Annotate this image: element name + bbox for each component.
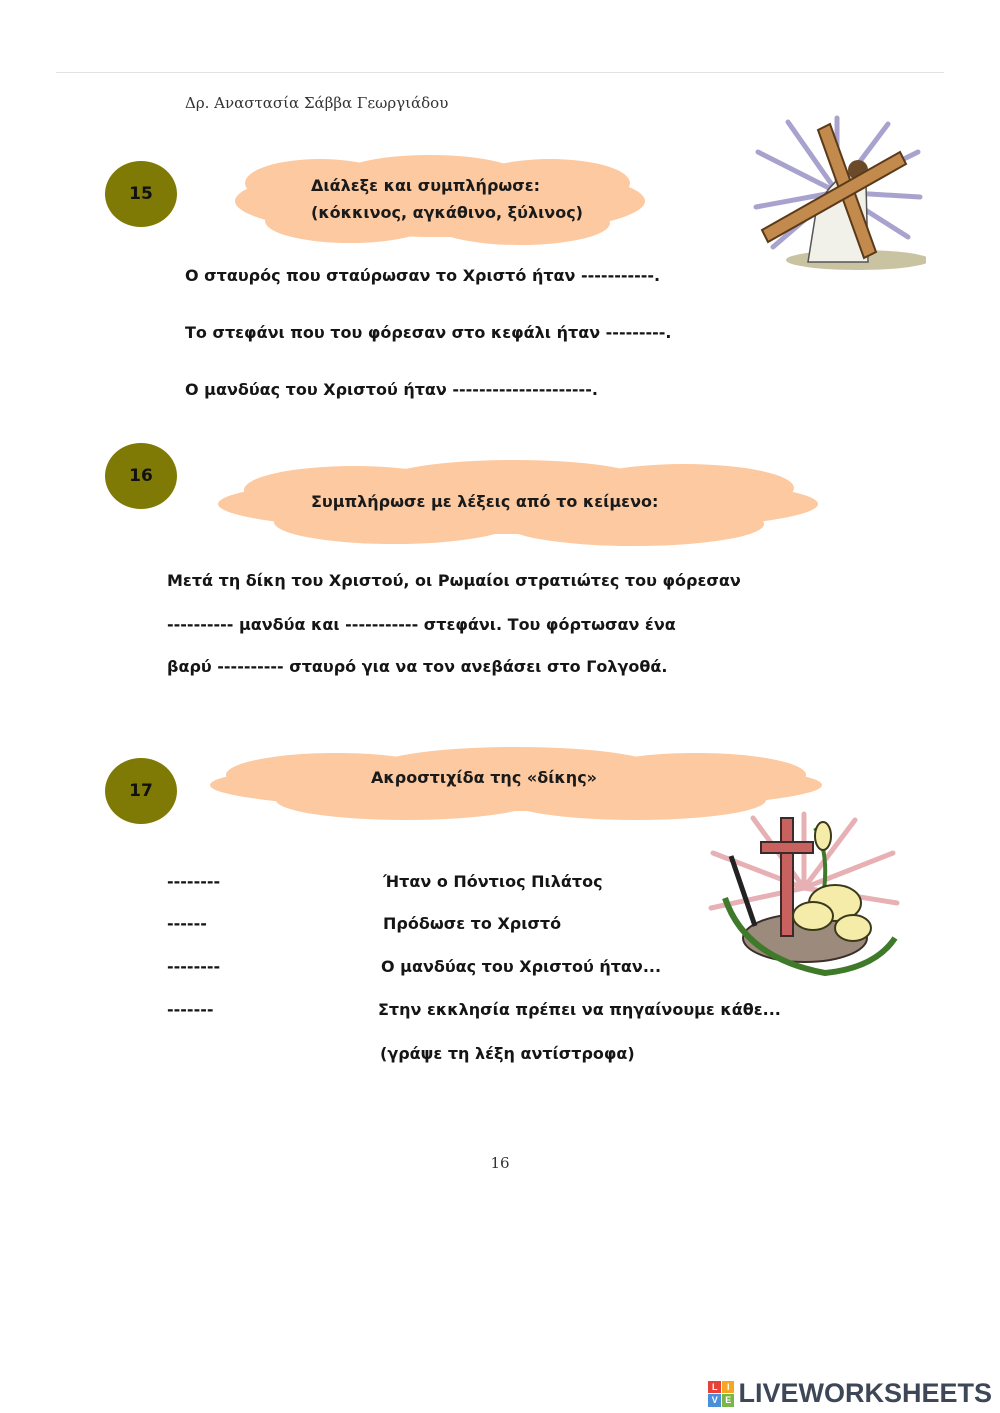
- cross-and-lily-image: [705, 808, 903, 980]
- acrostic-blank-3[interactable]: --------: [167, 957, 221, 976]
- exercise-15-instruction-line2: (κόκκινος, αγκάθινο, ξύλινος): [311, 203, 583, 222]
- acrostic-note: (γράψε τη λέξη αντίστροφα): [380, 1044, 635, 1063]
- exercise-15-sentence-3: Ο μανδύας του Χριστού ήταν ---------------------.: [185, 380, 598, 399]
- exercise-15-sentence-2: Το στεφάνι που του φόρεσαν στο κεφάλι ήταν ---------.: [185, 323, 672, 342]
- page-number: 16: [490, 1154, 510, 1172]
- brand-text: LIVEWORKSHEETS: [738, 1378, 992, 1408]
- acrostic-clue-3: Ο μανδύας του Χριστού ήταν...: [381, 957, 662, 976]
- exercise-15-badge: [105, 161, 177, 227]
- exercise-16-paragraph-line-1: Μετά τη δίκη του Χριστού, οι Ρωμαίοι στρατιώτες του φόρεσαν: [167, 571, 741, 590]
- author-header: Δρ. Αναστασία Σάββα Γεωργιάδου: [185, 94, 449, 112]
- exercise-16-instruction: Συμπλήρωσε με λέξεις από το κείμενο:: [311, 492, 659, 511]
- exercise-17-title: Ακροστιχίδα της «δίκης»: [371, 768, 598, 787]
- exercise-15-number: 15: [129, 184, 153, 204]
- jesus-carrying-cross-image: [748, 112, 926, 272]
- exercise-17-number: 17: [129, 781, 153, 801]
- liveworksheets-brand[interactable]: [708, 1378, 992, 1409]
- exercise-16-paragraph-line-2: ---------- μανδύα και ----------- στεφάνι. Του φόρτωσαν ένα: [167, 615, 676, 634]
- acrostic-clue-4: Στην εκκλησία πρέπει να πηγαίνουμε κάθε...: [378, 1000, 781, 1019]
- exercise-16-paragraph-line-3: βαρύ ---------- σταυρό για να τον ανεβάσει στο Γολγοθά.: [167, 657, 668, 676]
- exercise-15-instruction-line1: Διάλεξε και συμπλήρωσε:: [311, 176, 541, 195]
- acrostic-blank-1[interactable]: --------: [167, 872, 221, 891]
- acrostic-clue-1: Ήταν ο Πόντιος Πιλάτος: [383, 872, 603, 891]
- exercise-15-sentence-1: Ο σταυρός που σταύρωσαν το Χριστό ήταν -----------.: [185, 266, 661, 285]
- exercise-16-number: 16: [129, 466, 153, 486]
- acrostic-clue-2: Πρόδωσε το Χριστό: [383, 914, 562, 933]
- exercise-17-badge: [105, 758, 177, 824]
- exercise-16-badge: [105, 443, 177, 509]
- acrostic-blank-4[interactable]: -------: [167, 1000, 214, 1019]
- acrostic-blank-2[interactable]: ------: [167, 914, 207, 933]
- top-divider: [56, 72, 944, 73]
- liveworksheets-logo-icon: L I V E: [708, 1381, 734, 1407]
